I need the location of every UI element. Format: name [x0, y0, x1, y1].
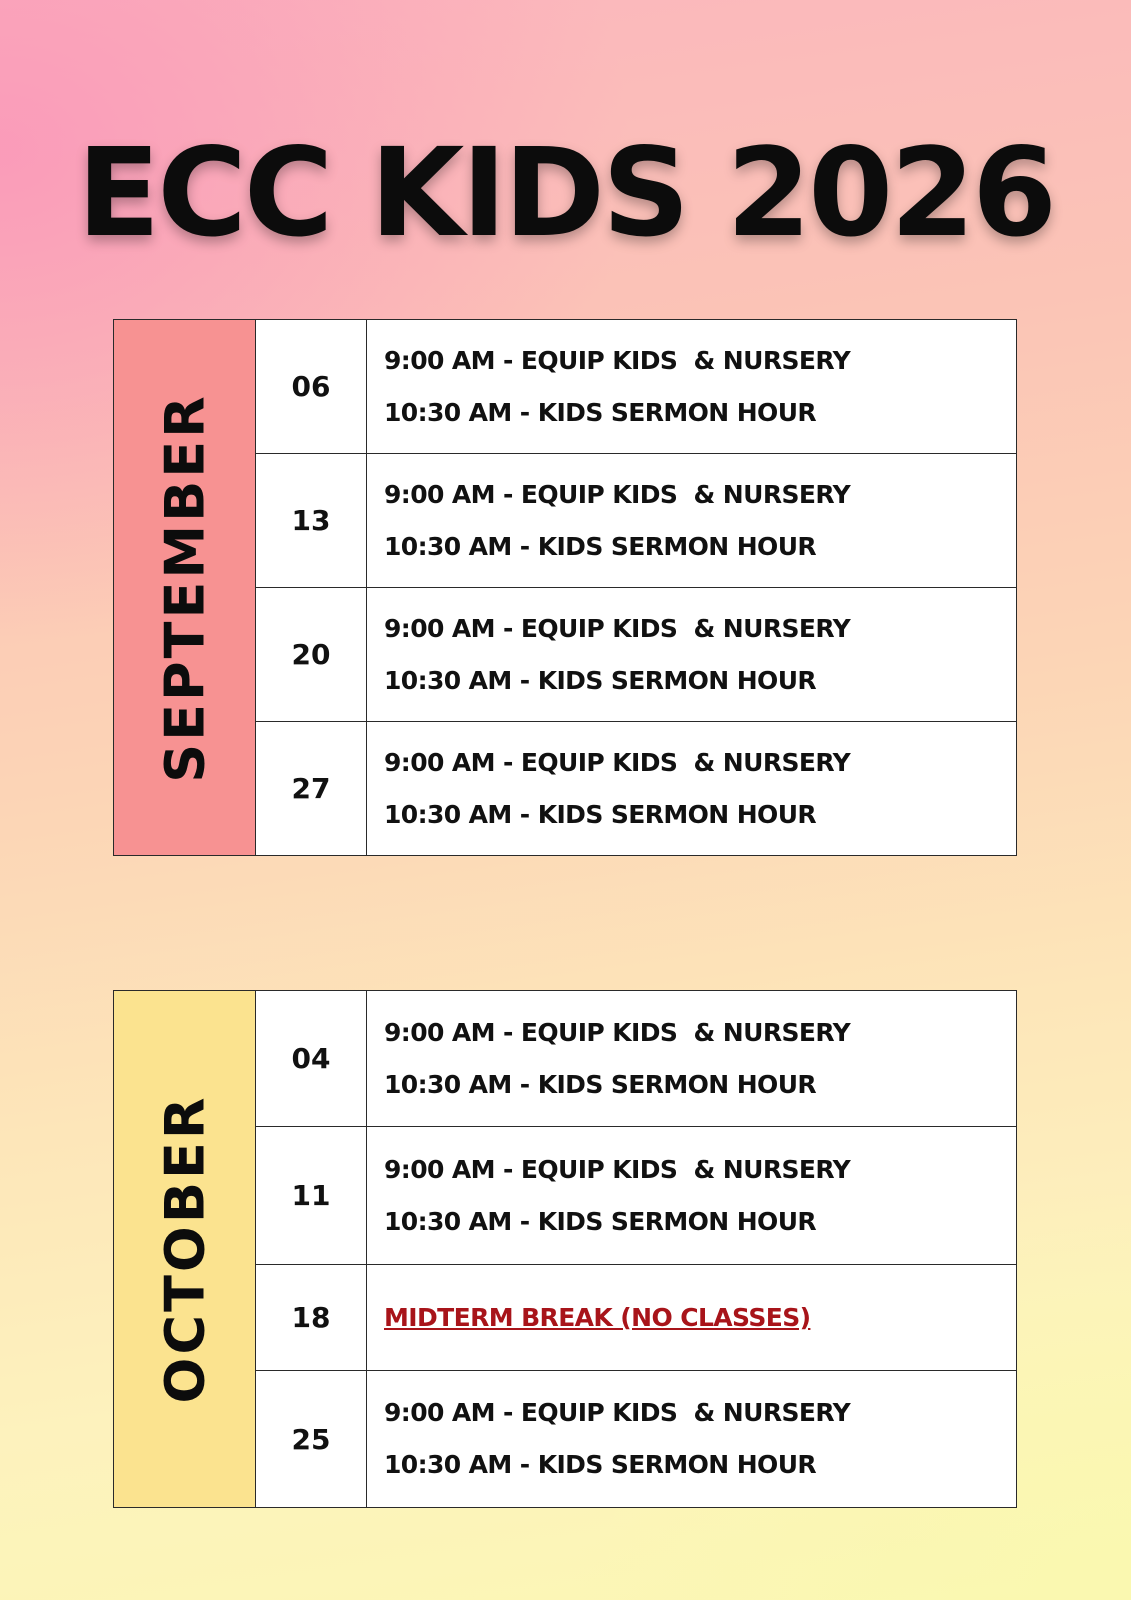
schedule-rows	[256, 320, 1016, 855]
event-line: 10:30 AM - KIDS SERMON HOUR	[384, 1450, 817, 1479]
table-row	[256, 991, 1016, 1127]
day-cell: 27	[256, 722, 367, 855]
events-cell	[367, 588, 1016, 721]
table-row	[256, 1127, 1016, 1265]
table-row	[256, 1265, 1016, 1371]
month-table-september	[113, 319, 1017, 856]
event-line: 9:00 AM - EQUIP KIDS & NURSERY	[384, 345, 851, 375]
event-line: 9:00 AM - EQUIP KIDS & NURSERY	[384, 613, 851, 643]
month-name: SEPTEMBER	[153, 392, 216, 783]
day-cell: 13	[256, 454, 367, 587]
event-line: 9:00 AM - EQUIP KIDS & NURSERY	[384, 1398, 851, 1427]
events-cell	[367, 722, 1016, 855]
day-cell: 04	[256, 991, 367, 1126]
month-label-september	[114, 320, 256, 855]
table-row	[256, 588, 1016, 722]
event-line: 9:00 AM - EQUIP KIDS & NURSERY	[384, 1017, 851, 1047]
day-cell: 25	[256, 1371, 367, 1507]
table-row	[256, 1371, 1016, 1507]
event-line: 9:00 AM - EQUIP KIDS & NURSERY	[384, 747, 851, 777]
day-cell: 06	[256, 320, 367, 453]
events-cell	[367, 1371, 1016, 1507]
events-cell	[367, 454, 1016, 587]
event-line: 10:30 AM - KIDS SERMON HOUR	[384, 397, 817, 427]
table-row	[256, 320, 1016, 454]
event-line: 9:00 AM - EQUIP KIDS & NURSERY	[384, 479, 851, 509]
day-cell: 20	[256, 588, 367, 721]
month-name: OCTOBER	[153, 1094, 216, 1404]
events-cell	[367, 1127, 1016, 1264]
event-line: 10:30 AM - KIDS SERMON HOUR	[384, 1206, 817, 1236]
events-cell	[367, 1265, 1016, 1370]
table-row	[256, 454, 1016, 588]
page-title: ECC KIDS 2026	[77, 122, 1054, 264]
event-line: 9:00 AM - EQUIP KIDS & NURSERY	[384, 1154, 851, 1184]
schedule-rows	[256, 991, 1016, 1507]
table-row	[256, 722, 1016, 855]
events-cell	[367, 320, 1016, 453]
day-cell: 18	[256, 1265, 367, 1370]
month-label-october	[114, 991, 256, 1507]
event-line: 10:30 AM - KIDS SERMON HOUR	[384, 665, 817, 695]
midterm-break-notice: MIDTERM BREAK (NO CLASSES)	[384, 1303, 811, 1332]
event-line: 10:30 AM - KIDS SERMON HOUR	[384, 799, 817, 829]
event-line: 10:30 AM - KIDS SERMON HOUR	[384, 1069, 817, 1099]
month-table-october	[113, 990, 1017, 1508]
events-cell	[367, 991, 1016, 1126]
event-line: 10:30 AM - KIDS SERMON HOUR	[384, 531, 817, 561]
day-cell: 11	[256, 1127, 367, 1264]
